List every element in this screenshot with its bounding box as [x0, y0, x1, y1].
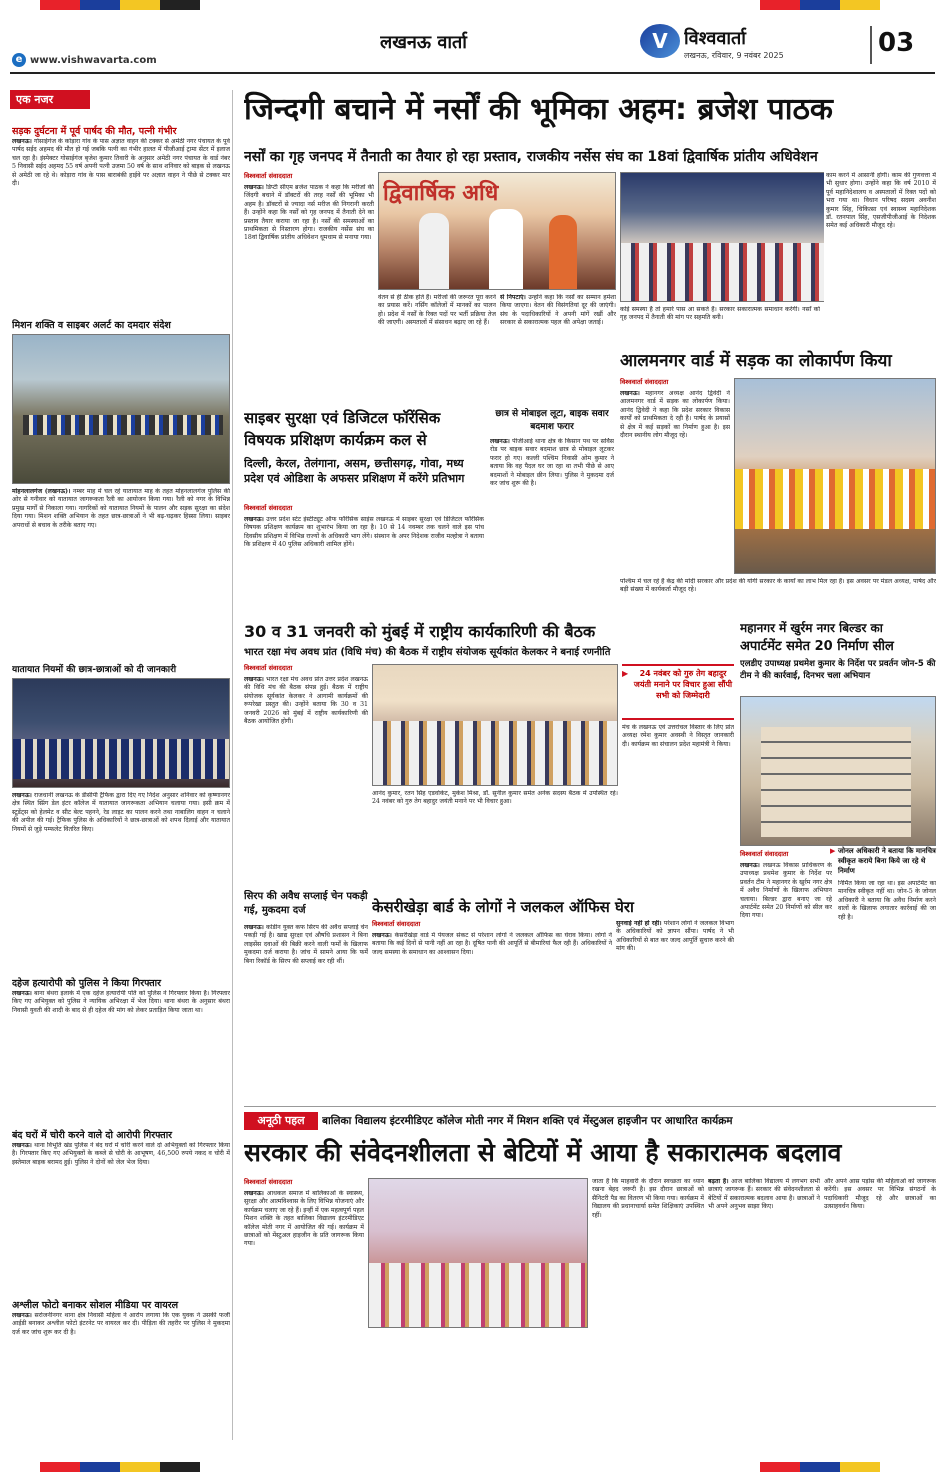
- lead-headline: जिन्दगी बचाने में नर्सों की भूमिका अहम: ब्रजेश पाठक: [244, 92, 833, 127]
- girls-credit: [244, 1178, 364, 1187]
- sidebar-tag: [10, 90, 90, 109]
- section-title: लखनऊ वार्ता: [380, 32, 467, 53]
- website-url[interactable]: www.vishwavarta.com: [30, 54, 157, 66]
- rss-photo: [372, 664, 618, 786]
- cyber-body: लखनऊ। उत्तर प्रदेश स्टेट इंस्टीट्यूट ऑफ फॉरेंसिक साइंस लखनऊ में साइबर सुरक्षा एवं डिजिटल फॉरेंसिक विषयक प्रशिक्षण कार्यक्रम का शुभारंभ किया जा रहा है। 10 से 14 नवम्बर तक चलने वाले इस पांच दिवसीय प्रशिक्षण में विभिन्न राज्यों के अधिकारी भाग लेंगे। संस्थान के अपर निदेशक राजीव मल्होत्रा ने बताया कि प्रशिक्षण में 40 पुलिस अधिकारी शामिल होंगे।: [244, 516, 484, 549]
- builder-caption-text: जोनल अधिकारी ने बताया कि मानचित्र स्वीकृत कराये बिना किये जा रहे थे निर्माण: [838, 847, 936, 875]
- girls-body-3: बढ़ता है। आज बालिका विद्यालय में लगभग सभी छात्राएं जागरूक हैं। सरकार की संवेदनशीलता से बेटियों में सकारात्मक बदलाव आया है। छात्राओं ने भी अपने अनुभव साझा किए।: [708, 1178, 820, 1211]
- girls-rule: [244, 1106, 936, 1107]
- rss-headline: 30 व 31 जनवरी को मुंबई में राष्ट्रीय कार्यकारिणी की बैठक: [244, 622, 596, 641]
- page-number: 03: [878, 28, 915, 58]
- jalkal-body: लखनऊ। केसरीखेड़ा वार्ड में पेयजल संकट से परेशान लोगों ने जलकल ऑफिस का घेराव किया। लोगों ने बताया कि कई दिनों से पानी नहीं आ रहा है। दूषित पानी की आपूर्ति से बीमारियां फैल रही हैं। अधिकारियों ने जल्द समस्या के समाधान का आश्वासन दिया।: [372, 932, 612, 956]
- builder-subhead: एलडीए उपाध्यक्ष प्रथमेश कुमार के निर्देश पर प्रवर्तन जोन-5 की टीम ने की कार्रवाई, दिनभर चला अभियान: [740, 659, 936, 681]
- theft-body: लखनऊ। पीजीआई थाना क्षेत्र के किसान पथ पर सर्विस रोड पर बाइक सवार बदमाश छात्र से मोबाइल लूटकर फरार हो गए। कल्ली पश्चिम निवासी ओम कुमार ने बताया कि वह पैदल घर जा रहा था तभी पीछे से आए बदमाशों ने मोबाइल छीन लिया। पुलिस ने मुकदमा दर्ज कर जांच शुरू की है।: [490, 438, 614, 488]
- rss-callout: [622, 664, 734, 720]
- lead-banner: द्विवार्षिक अधि: [383, 181, 499, 206]
- sidebar-head-4: दहेज हत्यारोपी को पुलिस ने किया गिरफ्तार: [12, 978, 162, 989]
- builder-caption: [830, 846, 936, 876]
- sidebar-body-5: लखनऊ। थाना विभूति खंड पुलिस ने बंद घरों में चोरी करने वाले दो अभियुक्तों को गिरफ्तार किया है। गिरफ्तार किए गए अभियुक्तों के कब्जे से चोरी के आभूषण, 46,500 रुपये नकद व चोरी में इस्तेमाल बाइक बरामद हुई। पुलिस ने दोनों को जेल भेज दिया।: [12, 1142, 230, 1166]
- callout-arrow-icon: ▶: [622, 669, 629, 678]
- road-body-2: पश्चिम में चल रहे हैं केंद्र की मोदी सरकार और प्रदेश की योगी सरकार के कार्यों का लाभ मिल रहा है। इस अवसर पर मंडल अध्यक्ष, पार्षद और बड़ी संख्या में कार्यकर्ता मौजूद रहे।: [620, 578, 936, 594]
- cyber-credit: [244, 504, 364, 513]
- rally-photo: [12, 334, 230, 484]
- sidebar-body-4: लखनऊ। बाना बंथरा इलाके में एक दहेज हत्यारोपी पति को पुलिस ने गिरफ्तार किया है। गिरफ्तार किए गए अभियुक्त को पुलिस ने न्यायिक अभिरक्षा में भेज दिया। थाना बंथरा के अनुसार बंथरा निवासी युवती की शादी के बाद से ही दहेज की मांग को लेकर प्रताड़ित किया जाता था।: [12, 990, 230, 1014]
- lead-body-c: से निपटाएं। उन्होंने कहा कि नर्सों का सम्मान हमेशा किया जाएगा। वेतन की विसंगतियां दूर की जाएंगी। संघ के पदाधिकारियों ने अपनी मांगें रखीं और सरकार से सकारात्मक पहल की अपेक्षा जताई।: [500, 294, 616, 327]
- sidebar-tag-label: एक नजर: [16, 93, 54, 106]
- sidebar-head-3: यातायात नियमों की छात्र-छात्राओं को दी जानकारी: [12, 665, 177, 675]
- sidebar-head-1: सड़क दुर्घटना में पूर्व पार्षद की मौत, पत्नी गंभीर: [12, 126, 177, 137]
- lead-body-b: वेतन से ही ठीक होते हैं। मरीजों की जरूरत पूरा करने का प्रयास करें। नर्सिंग कॉलेजों में मानकों का पालन हो। प्रदेश में नर्सों के रिक्त पदों पर भर्ती प्रक्रिया तेज की जाएगी। अस्पतालों में संसाधन बढ़ाए जा रहे हैं।: [378, 294, 496, 327]
- builder-body: लखनऊ। लखनऊ विकास प्राधिकरण के उपाध्यक्ष प्रथमेश कुमार के निर्देश पर प्रवर्तन टीम ने महानगर के खुर्रम नगर क्षेत्र में अवैध निर्माणों के खिलाफ अभियान चलाया। बिल्डर द्वारा बनाए जा रहे अपार्टमेंट समेत 20 निर्माणों को सील कर दिया गया।: [740, 862, 832, 920]
- builder-credit: [740, 850, 828, 859]
- sidebar-head-2: मिशन शक्ति व साइबर अलर्ट का दमदार संदेश: [12, 320, 171, 331]
- color-strip-top: [0, 0, 945, 10]
- road-credit: [620, 378, 720, 387]
- cyber-subhead: दिल्ली, केरल, तेलंगाना, असम, छत्तीसगढ़, गोवा, मध्य प्रदेश एवं ओडिशा के अफसर प्रशिक्षण में करेंगे प्रतिभाग: [244, 457, 465, 485]
- jalkal-body-2: सुनवाई नहीं हो रही। परेशान लोगों ने जलकल विभाग के अधिकारियों को ज्ञापन सौंपा। पार्षद ने भी अधिकारियों से बात कर जल्द आपूर्ति सुचारु करने की मांग की।: [616, 920, 734, 953]
- ie-icon: e: [12, 53, 26, 67]
- rss-body-2: आनंद कुमार, रतन सिंह एडवोकेट, मुकेश मिश्रा, डॉ. सुनील कुमार समेत अनेक सदस्य बैठक में उपस्थित रहे। 24 नवंबर को गुरु तेग बहादुर जयंती मनाने पर भी विचार हुआ।: [372, 790, 618, 806]
- road-body: लखनऊ। महानगर अध्यक्ष आनंद द्विवेदी ने आलमनगर वार्ड में सड़क का लोकार्पण किया। आनंद द्विवेदी ने कहा कि प्रदेश सरकार विकास कार्यों को प्राथमिकता दे रही है। पार्षद के प्रयासों से क्षेत्र में कई सड़कों का निर्माण हुआ है। इस दौरान स्थानीय लोग मौजूद रहे।: [620, 390, 730, 440]
- girls-body-4: और अपने आस पड़ोस की महिलाओं को जागरूक करेंगी। इस अवसर पर विभिन्न संगठनों के पदाधिकारी मौजूद रहे और छात्राओं का उत्साहवर्धन किया।: [824, 1178, 936, 1211]
- lead-photo-stage: [378, 172, 616, 290]
- builder-body-2: निर्मित किया जा रहा था। इस अपार्टमेंट का मानचित्र स्वीकृत नहीं था। जोन-5 के जोनल अधिकारी ने बताया कि अवैध निर्माण करने वालों के खिलाफ लगातार कार्रवाई की जा रही है।: [838, 880, 936, 921]
- cyber-credit-label: विश्ववार्ता संवाददाता: [244, 504, 293, 512]
- builder-headline-2: अपार्टमेंट समेत 20 निर्माण सील: [740, 639, 894, 654]
- sidebar-head-5: बंद घरों में चोरी करने वाले दो आरोपी गिरफ्तार: [12, 1130, 173, 1141]
- builder-credit-label: विश्ववार्ता संवाददाता: [740, 850, 789, 858]
- school-photo: [12, 678, 230, 788]
- sidebar-body-2: मोहनलालगंज (लखनऊ)। नम्बर माह में चल रहे यातायात माह के तहत मोहनलालगंज पुलिस की ओर से गनीवार को यातायात जागरूकता रैली का आयोजन किया गया। रैली को नगर के विभिन्न प्रमुख मार्गों से निकाला गया। नागरिकों को यातायात नियमों के पालन और सड़क सुरक्षा का संदेश दिया गया। मिशन शक्ति अभियान के तहत छात्र-छात्राओं ने भी बढ़-चढ़कर हिस्सा लिया। साइबर अपराधों से बचाव के तरीके बताए गए।: [12, 488, 230, 529]
- road-headline: आलमनगर वार्ड में सड़क का लोकार्पण किया: [620, 351, 892, 371]
- sidebar-head-6: अश्लील फोटो बनाकर सोशल मीडिया पर वायरल: [12, 1300, 179, 1311]
- brand-logo: V: [640, 24, 680, 58]
- builder-photo: [740, 696, 936, 846]
- jalkal-credit: [372, 920, 492, 929]
- color-strip-bottom: [0, 1462, 945, 1474]
- girls-tag: [244, 1112, 318, 1130]
- supply-body: लखनऊ। कोडीन युक्त कफ सिरप की अवैध सप्लाई चेन पकड़ी गई है। खाद्य सुरक्षा एवं औषधि प्रशासन ने बिना लाइसेंस दवाओं की बिक्री करने वाली फर्मों के खिलाफ मुकदमा दर्ज कराया है। जांच में सामने आया कि फर्में बिना रिकॉर्ड के सिरप की सप्लाई कर रही थीं।: [244, 924, 368, 965]
- road-photo: [734, 378, 936, 574]
- lead-body-a: लखनऊ। डिप्टी सीएम ब्रजेश पाठक ने कहा कि मरीजों की जिंदगी बचाने में डॉक्टरों की तरह नर्सों की भूमिका भी अहम है। डॉक्टरों से ज्यादा नर्स मरीज की निगरानी करती हैं। उन्होंने कहा कि नर्सों को गृह जनपद में तैनाती देने का प्रस्ताव तैयार कराया जा रहा है। नर्सों की समस्याओं का प्राथमिकता से निस्तारण होगा। राजकीय नर्सेस संघ का 18वां द्विवार्षिक प्रांतीय अधिवेशन धूमधाम से मनाया गया।: [244, 184, 374, 242]
- girls-headline: सरकार की संवेदनशीलता से बेटियों में आया है सकारात्मक बदलाव: [244, 1138, 842, 1167]
- lead-credit-label: विश्ववार्ता संवाददाता: [244, 172, 293, 180]
- supply-headline: सिरप की अवैध सप्लाई चेन पकड़ी गई, मुकदमा दर्ज: [244, 891, 368, 916]
- cyber-headline-1: साइबर सुरक्षा एवं डिजिटल फॉरेंसिक: [244, 409, 441, 427]
- lead-subhead: नर्सों का गृह जनपद में तैनाती का तैयार हो रहा प्रस्ताव, राजकीय नर्सेस संघ का 18वां द्विवार्षिक प्रांतीय अधिवेशन: [244, 149, 818, 165]
- jalkal-credit-label: विश्ववार्ता संवाददाता: [372, 920, 421, 928]
- header-rule: [10, 72, 935, 74]
- rss-body: लखनऊ। भारत रक्षा मंच अवध प्रांत उत्तर प्रदेश लखनऊ की विधि मंच की बैठक संपन्न हुई। बैठक में राष्ट्रीय संयोजक सूर्यकांत केलकर ने आगामी कार्यक्रमों की रूपरेखा प्रस्तुत की। उन्होंने बताया कि 30 व 31 जनवरी 2026 को मुंबई में राष्ट्रीय कार्यकारिणी की बैठक आयोजित होगी।: [244, 676, 368, 726]
- page-divider: [870, 26, 872, 64]
- lead-credit: [244, 172, 374, 181]
- rss-credit-label: विश्ववार्ता संवाददाता: [244, 664, 293, 672]
- cyber-headline-2: विषयक प्रशिक्षण कार्यक्रम कल से: [244, 431, 427, 449]
- lead-body-e: काम करने में आसानी होगी। काम की गुणवत्ता में भी सुधार होगा। उन्होंने कहा कि वर्ष 2010 में पूर्व महानिदेशालय व अस्पतालों में रिक्त पदों को भरा गया था। विधान परिषद सदस्य अवनीश कुमार सिंह, चिकित्सा एवं स्वास्थ्य महानिदेशक डॉ. रतनपाल सिंह, एसजीपीजीआई के निदेशक समेत कई अधिकारी मौजूद रहे।: [824, 172, 936, 344]
- girls-body: लखनऊ। आधकल समाज में बालिकाओं के स्वास्थ्य, सुरक्षा और आत्मविश्वास के लिए विभिन्न योजनाएं और कार्यक्रम चलाए जा रहे हैं। इन्हीं में एक महत्वपूर्ण पहल मिशन शक्ति के तहत बालिका विद्यालय इंटरमीडिएट कॉलेज मोती नगर में आयोजित की गई। कार्यक्रम में छात्राओं को मेंस्टुअल हाइजीन के प्रति जागरूक किया गया।: [244, 1190, 364, 1248]
- sidebar-body-6: लखनऊ। सरोजनीनगर थाना क्षेत्र निवासी महिला ने आरोप लगाया कि एक युवक ने उसकी फर्जी आईडी बनाकर अश्लील फोटो इंटरनेट पर वायरल कर दी। पीड़िता की तहरीर पर पुलिस ने मुकदमा दर्ज कर जांच शुरू कर दी है।: [12, 1312, 230, 1336]
- builder-headline-1: महानगर में खुर्रम नगर बिल्डर का: [740, 621, 883, 635]
- brand-name: विश्ववार्ता: [684, 28, 746, 49]
- girls-kicker: बालिका विद्यालय इंटरमीडिएट कॉलेज मोती नगर में मिशन शक्ति एवं मेंस्टुअल हाइजीन पर आधारित कार्यक्रम: [322, 1115, 733, 1127]
- theft-headline: छात्र से मोबाइल लूटा, बाइक सवार बदमाश फरार: [495, 409, 609, 432]
- rss-body-3: मंच के लखनऊ एवं उत्तरांचल विस्तार के लिए प्रांत अध्यक्ष रमेश कुमार अवस्थी ने विस्तृत जानकारी दी। कार्यक्रम का संचालन प्रदेश महामंत्री ने किया।: [622, 724, 734, 748]
- lead-body-d: कोई समस्या है तो हमारे पास आ सकते हैं। सरकार सकारात्मक समाधान करेगी। नर्सों को गृह जनपद में तैनाती की मांग पर सहमति बनी।: [620, 306, 820, 322]
- caption-arrow-icon: ▶: [830, 847, 836, 855]
- girls-credit-label: विश्ववार्ता संवाददाता: [244, 1178, 293, 1186]
- website-row: [12, 52, 252, 68]
- rss-credit: [244, 664, 364, 673]
- sidebar-body-1: लखनऊ। गोसाईगंज के कोड़ारा गांव के पास अज्ञात वाहन की टक्कर से अमेठी नगर पंचायत के पूर्व पार्षद सईद अहमद की मौत हो गई जबकि पत्नी का गंभीर हालत में पीजीआई ट्रामा सेंटर में इलाज चल रहा है। इंस्पेक्टर गोसाईगंज बृजेश कुमार तिवारी के अनुसार अमेठी नगर पंचायत के वार्ड नंबर 5 निवासी सईद अहमद 55 वर्ष अपनी पत्नी उजमा 50 वर्ष के साथ शनिवार को बाइक से लखनऊ से अमेठी जा रहे थे। कोड़ारा गांव के पास बाराबंकी हाईवे पर अज्ञात वाहन ने पीछे से टक्कर मार दी।: [12, 138, 230, 188]
- girls-body-2: जाता है कि माहवारी के दौरान स्वच्छता का ध्यान रखना बेहद जरूरी है। इस दौरान छात्राओं को सैनिटरी पैड का वितरण भी किया गया। कार्यक्रम में विद्यालय की प्रधानाचार्या समेत शिक्षिकाएं उपस्थित रहीं।: [592, 1178, 704, 1219]
- girls-tag-label: अनूठी पहल: [257, 1114, 305, 1127]
- rss-callout-text: 24 नवंबर को गुरु तेग बहादुर जयंती मनाने पर विचार हुआ सौंपी सभी को जिम्मेदारी: [633, 669, 733, 700]
- road-credit-label: विश्ववार्ता संवाददाता: [620, 378, 669, 386]
- jalkal-headline: केसरीखेड़ा बार्ड के लोगों ने जलकल ऑफिस घेरा: [372, 898, 634, 916]
- girls-photo: [368, 1178, 588, 1328]
- sidebar-body-3: लखनऊ। राजधानी लखनऊ के डीसीपी ट्रैफिक द्वारा दिए गए निर्देश अनुसार शनिवार को कृष्णानगर क्षेत्र स्थित स्प्रिंग डेल इंटर कॉलेज में यातायात जागरूकता अभियान चलाया गया। इसी क्रम में स्टूडेंट्स को हेलमेट व सीट बेल्ट पहनने, रेड लाइट का पालन करने तथा नाबालिग वाहन न चलाने की अपील की गई। ट्रैफिक पुलिस के अधिकारियों ने छात्र-छात्राओं को शपथ दिलाई और यातायात नियमों से जुड़े पम्फलेट वितरित किए।: [12, 792, 230, 833]
- dateline: लखनऊ, रविवार, 9 नवंबर 2025: [684, 51, 784, 60]
- rss-subhead: भारत रक्षा मंच अवध प्रांत (विधि मंच) की बैठक में राष्ट्रीय संयोजक सूर्यकांत केलकर ने बनाई रणनीति: [244, 647, 611, 658]
